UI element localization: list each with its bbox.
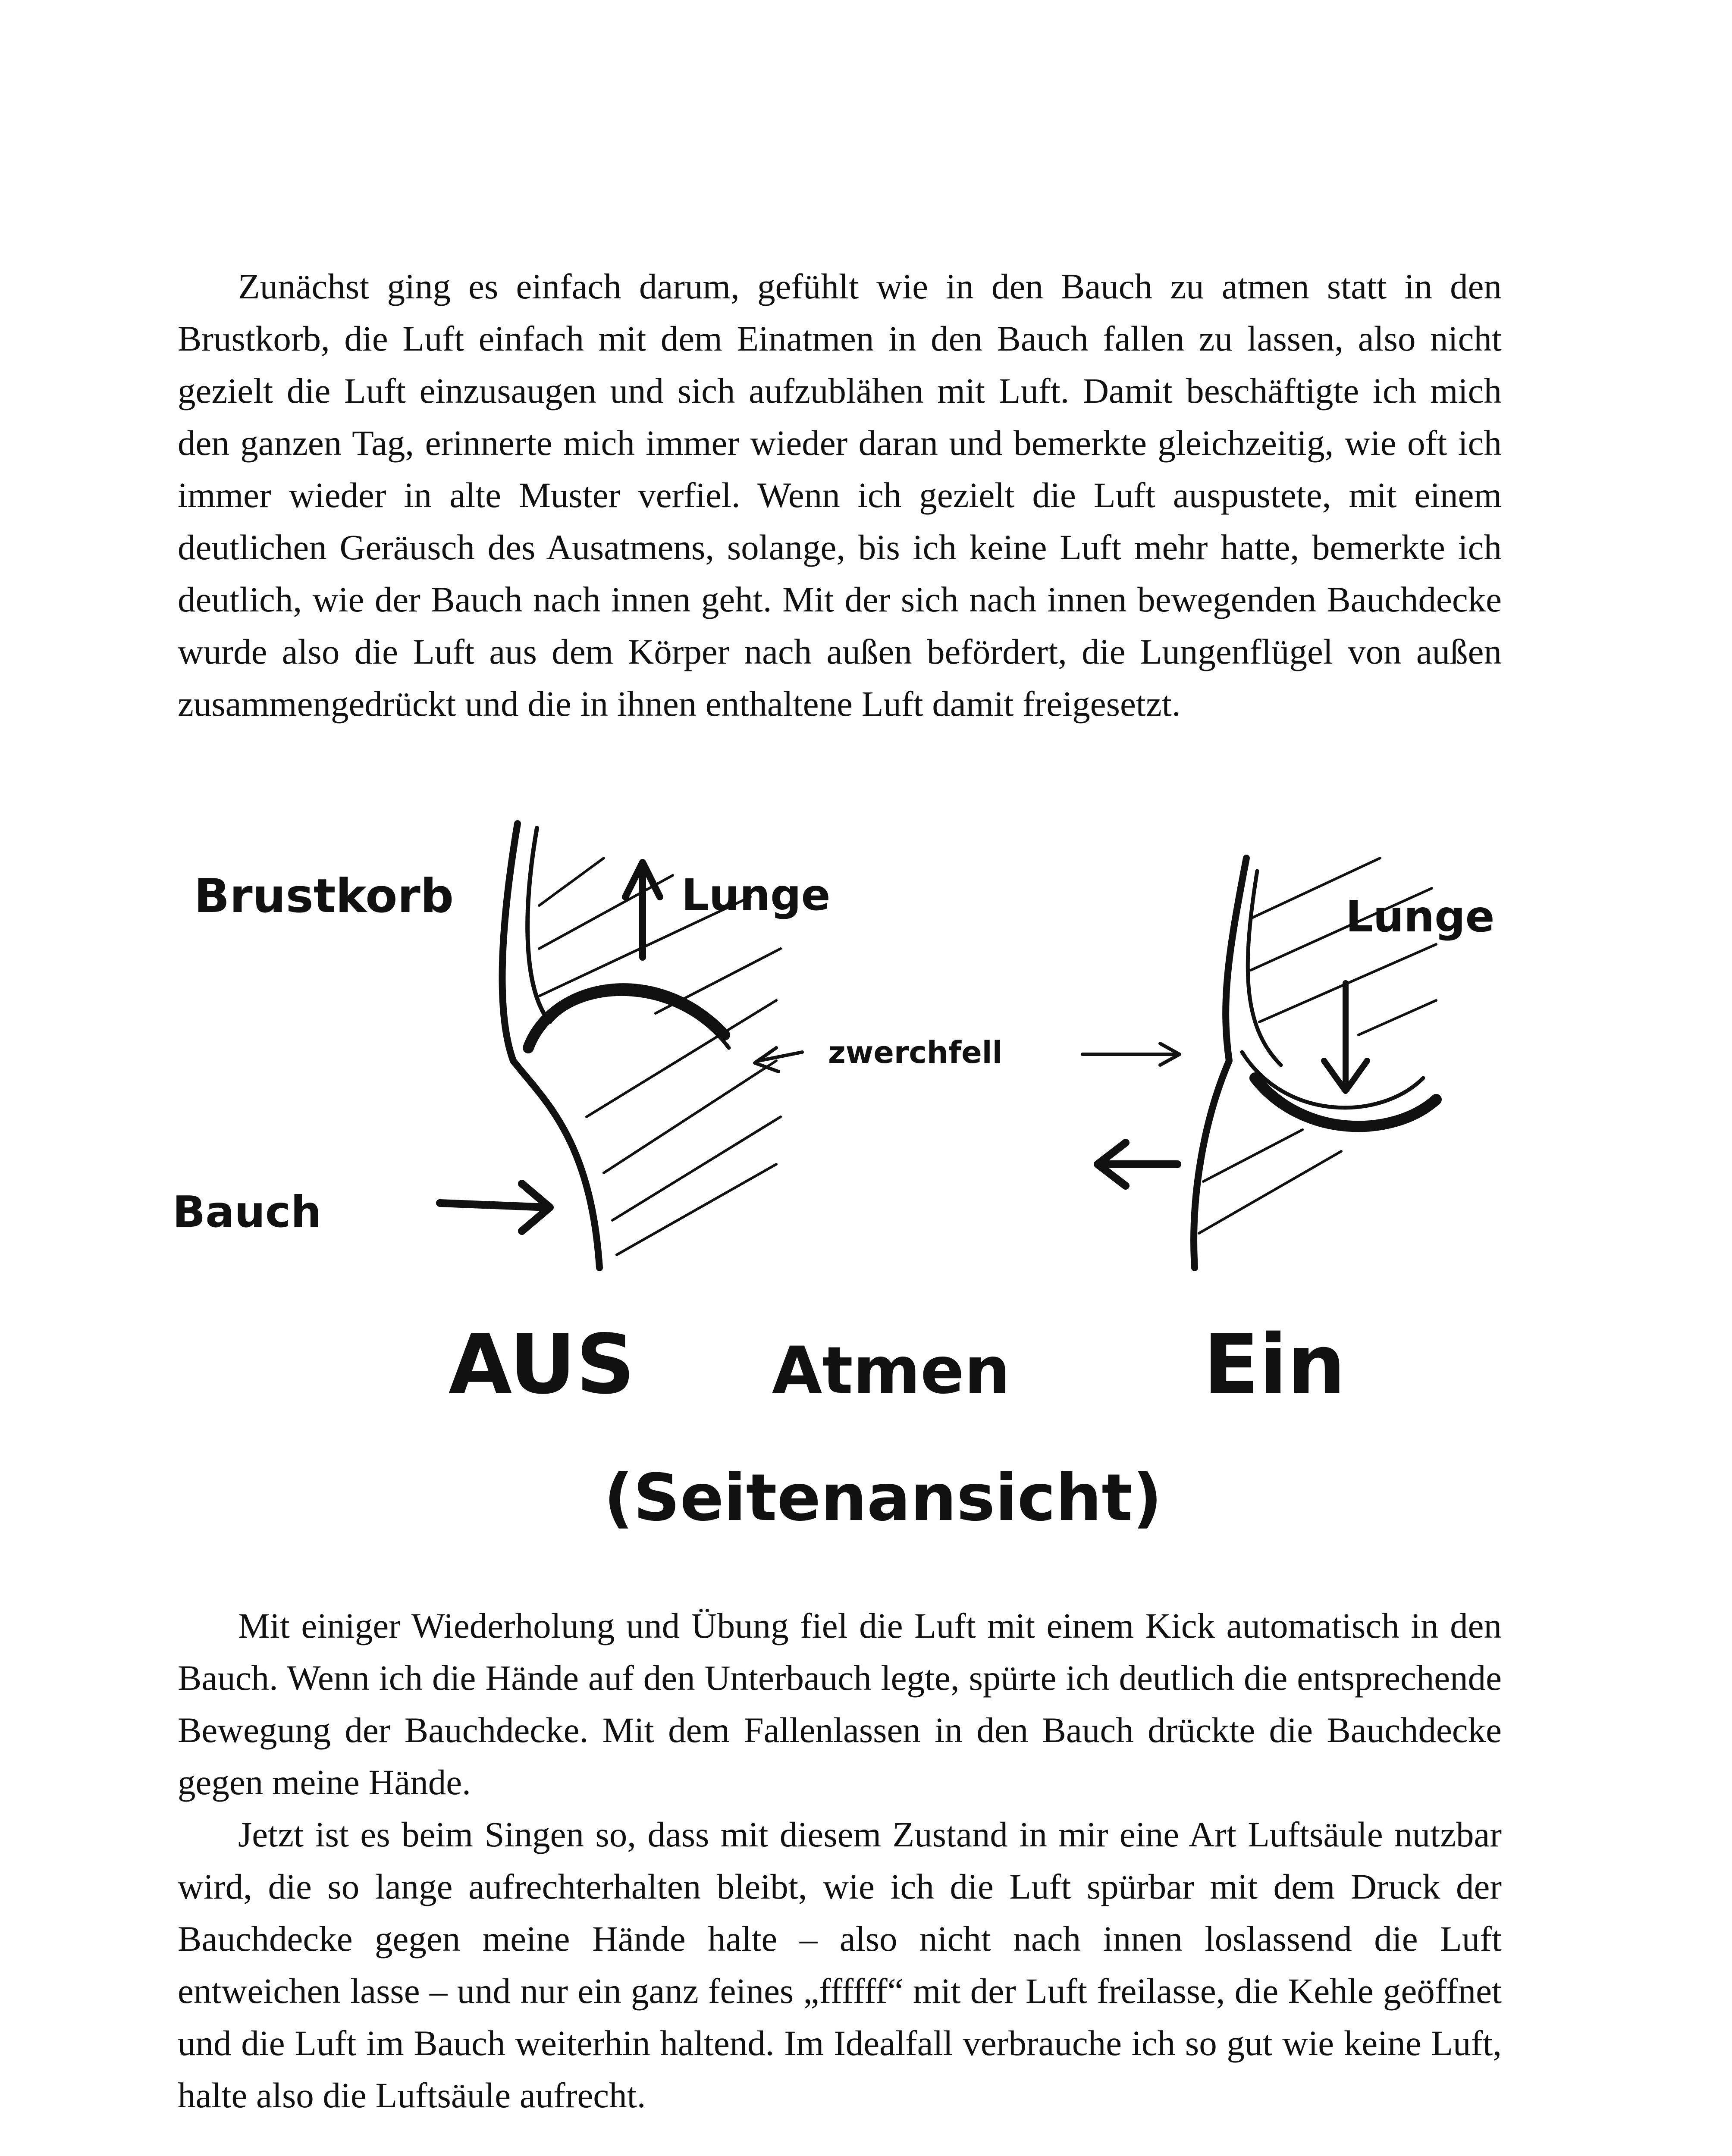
label-bauch: Bauch	[173, 1187, 322, 1237]
label-brustkorb: Brustkorb	[194, 869, 454, 923]
paragraph: Zunächst ging es einfach darum, gefühlt wie in den Bauch zu atmen statt in den Brustkorb, die Luft einfach mit dem Einatmen in den Bauch fallen zu lassen, also nicht gezielt die Luft einzusaugen und sich aufzublähen mit Luft. Damit beschäftigte ich mich den ganzen Tag, erinnerte mich immer wieder daran und bemerkte gleichzeitig, wie oft ich immer wieder in alte Muster verfiel. Wenn ich gezielt die Luft auspustete, mit einem deutlichen Geräusch des Ausatmens, solange, bis ich keine Luft mehr hatte, bemerkte ich deutlich, wie der Bauch nach innen geht. Mit der sich nach innen bewegenden Bauchdecke wurde also die Luft aus dem Körper nach außen befördert, die Lungenflügel von außen zusammengedrückt und die in ihnen enthaltene Luft damit freigesetzt.	[178, 266, 1502, 724]
label-lunge-right: Lunge	[1346, 891, 1495, 942]
label-lunge-left: Lunge	[681, 870, 831, 920]
breathing-sketch	[0, 819, 1732, 1574]
label-atmen: Atmen	[772, 1333, 1010, 1408]
paragraph: Jetzt ist es beim Singen so, dass mit diesem Zustand in mir eine Art Luftsäule nutzbar wird, die so lange aufrechterhalten bleibt, wie ich die Luft spürbar mit dem Druck der Bauchdecke gegen meine Hände halte – also nicht nach innen loslassend die Luft entweichen lasse – und nur ein ganz feines „ffffff“ mit der Luft freilasse, die Kehle geöffnet und die Luft im Bauch weiterhin haltend. Im Idealfall verbrauche ich so gut wie keine Luft, halte also die Luftsäule aufrecht.	[178, 1814, 1502, 2115]
label-aus: AUS	[449, 1317, 635, 1412]
label-zwerchfell: zwerchfell	[828, 1035, 1003, 1070]
label-seitenansicht: (Seitenansicht)	[604, 1460, 1162, 1536]
label-ein: Ein	[1203, 1317, 1346, 1412]
text-block-top	[178, 260, 1502, 730]
text-block-bottom	[178, 1600, 1502, 2122]
paragraph: Mit einiger Wiederholung und Übung fiel die Luft mit einem Kick automatisch in den Bauch. Wenn ich die Hände auf den Unterbauch legte, spürte ich deutlich die entsprechende Bewegung der Bauchdecke. Mit dem Fallenlassen in den Bauch drückte die Bauchdecke gegen meine Hände.	[178, 1606, 1502, 1802]
